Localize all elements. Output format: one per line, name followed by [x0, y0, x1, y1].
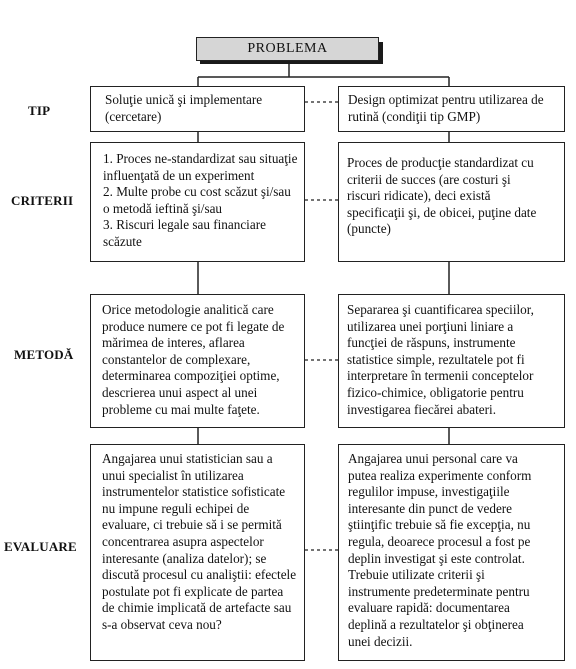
- row-label-criterii: CRITERII: [11, 193, 74, 208]
- problem-header: [196, 37, 379, 61]
- criterii-left-text: 1. Proces ne-standardizat sau situaţie influenţată de un experiment 2. Multe probe cu cost scăzut şi/sau o metodă ieftină şi/sau 3. Riscuri legale sau financiare scăzute: [103, 151, 298, 249]
- evaluare-left-box: [90, 444, 305, 661]
- metoda-right-text: Separarea şi cuantificarea speciilor, utilizarea unei porţiuni liniare a funcţiei de răspuns, instrumente statistice simple, rezultatele pot fi interpretare în termenii conceptelor fizico-chimice, obligatorie pentru investigarea fiecărei abateri.: [347, 302, 534, 417]
- row-label-tip: TIP: [28, 103, 51, 118]
- metoda-left-box: [90, 294, 305, 428]
- evaluare-right-box: [338, 444, 565, 661]
- tip-left-box: [90, 86, 305, 132]
- criterii-left-box: [90, 142, 305, 262]
- tip-right-box: [338, 86, 565, 132]
- evaluare-right-text: Angajarea unui personal care va putea realiza experimente conform regulilor impuse, investigaţiile interesante din punct de vedere ştiinţific trebuie să fie excepţia, nu regula, deoarece procesul a fost pe deplin investigat şi este controlat. Trebuie utilizate criterii şi instrumente predeterminate pentru evaluare rapidă: documentarea deplină a rezultatelor şi obţinerea unei decizii.: [348, 451, 532, 649]
- tip-right-text: Design optimizat pentru utilizarea de rutină (condiţii tip GMP): [348, 92, 544, 124]
- row-label-metoda: METODĂ: [14, 347, 74, 362]
- criterii-right-box: [338, 142, 565, 262]
- row-label-evaluare: EVALUARE: [4, 539, 77, 554]
- metoda-left-text: Orice metodologie analitică care produce numere ce pot fi legate de mărimea de interes, aflarea constantelor de complexare, determinarea compoziţiei optime, descrierea unui aspect al unei probleme cu mai multe faţete.: [102, 302, 285, 417]
- evaluare-left-text: Angajarea unui statistician sau a unui specialist în utilizarea instrumentelor statistice sofisticate nu impune reguli echipei de evaluare, ci trebuie să i se permită concentrarea asupra aspectelor interesante (analiza datelor); se discută procesul cu analiştii: efectele postulate pot fi explicate de partea de chimie implicată de artefacte sau s-a observat ceva nou?: [102, 451, 297, 632]
- problem-header-label: PROBLEMA: [247, 41, 328, 56]
- tip-left-text: Soluţie unică şi implementare (cercetare): [105, 92, 263, 124]
- criterii-right-text: Proces de producţie standardizat cu criterii de succes (are costuri şi riscuri ridicate), deci există specificaţii şi, de obicei, puţine date (puncte): [347, 155, 537, 237]
- metoda-right-box: [338, 294, 565, 428]
